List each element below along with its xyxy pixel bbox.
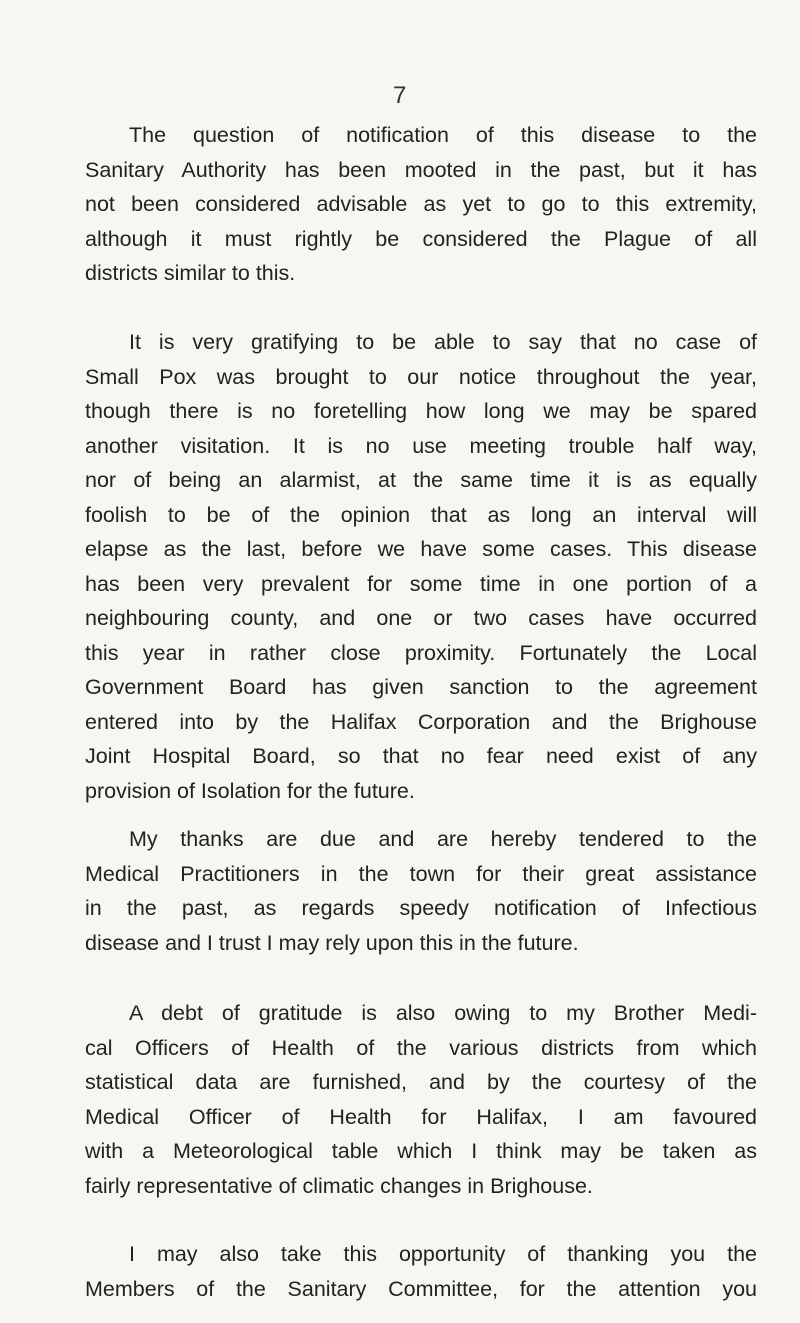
paragraph-gratitude: [85, 996, 757, 1203]
text-line: Medical Officer of Health for Halifax, I am favoured: [85, 1104, 757, 1129]
text-line: statistical data are furnished, and by the courtesy of the: [85, 1070, 757, 1094]
text-line: neighbouring county, and one or two cases have occurred: [85, 606, 757, 630]
text-line: districts similar to this.: [85, 261, 296, 285]
text-line: provision of Isolation for the future.: [85, 778, 415, 803]
text-line: Sanitary Authority has been mooted in the past, but it has: [85, 157, 757, 182]
text-line: I may also take this opportunity of thanking you the: [129, 1242, 757, 1266]
text-line: in the past, as regards speedy notification of Infectious: [85, 896, 757, 920]
text-line: A debt of gratitude is also owing to my Brother Medi-: [129, 1001, 757, 1025]
text-line: another visitation. It is no use meeting trouble half way,: [85, 433, 757, 458]
text-line: though there is no foretelling how long we may be spared: [85, 399, 757, 423]
text-line: foolish to be of the opinion that as long an interval will: [85, 502, 757, 527]
text-line: Government Board has given sanction to the agreement: [85, 675, 757, 699]
text-line: entered into by the Halifax Corporation and the Brighouse: [85, 709, 757, 734]
paragraph-small-pox: [85, 325, 757, 808]
text-line: elapse as the last, before we have some cases. This disease: [85, 537, 757, 561]
text-line: Members of the Sanitary Committee, for the attention you: [85, 1276, 757, 1301]
text-line: not been considered advisable as yet to go to this extremity,: [85, 192, 757, 216]
text-line: has been very prevalent for some time in one portion of a: [85, 571, 757, 596]
text-line: cal Officers of Health of the various districts from which: [85, 1035, 757, 1060]
paragraph-notification: [85, 118, 757, 291]
text-line: fairly representative of climatic changes in Brighouse.: [85, 1173, 593, 1198]
text-line: Joint Hospital Board, so that no fear need exist of any: [85, 744, 757, 768]
paragraph-thanks: [85, 822, 757, 960]
text-line: It is very gratifying to be able to say that no case of: [129, 330, 757, 354]
text-line: disease and I trust I may rely upon this in the future.: [85, 930, 579, 955]
text-line: although it must rightly be considered the Plague of all: [85, 226, 757, 251]
text-line: with a Meteorological table which I think may be taken as: [85, 1139, 757, 1163]
text-line: this year in rather close proximity. Fortunately the Local: [85, 640, 757, 665]
text-line: Small Pox was brought to our notice throughout the year,: [85, 364, 757, 389]
paragraph-committee: [85, 1237, 757, 1306]
text-line: nor of being an alarmist, at the same time it is as equally: [85, 468, 757, 492]
page-number: 7: [393, 82, 407, 109]
text-line: The question of notification of this disease to the: [129, 123, 757, 147]
text-line: My thanks are due and are hereby tendered to the: [129, 827, 757, 851]
text-line: Medical Practitioners in the town for their great assistance: [85, 861, 757, 886]
